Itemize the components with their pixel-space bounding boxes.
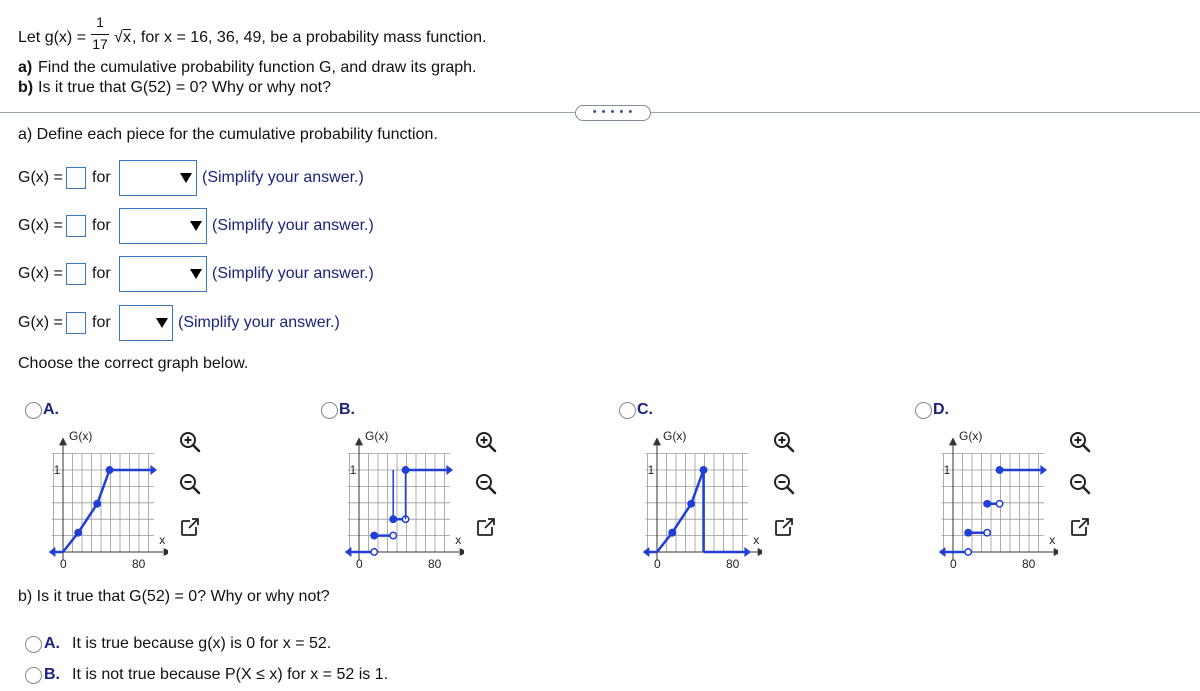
graph-option-a[interactable]	[18, 400, 218, 571]
popout-icon[interactable]	[772, 515, 796, 539]
cdf-graph-d	[908, 428, 1058, 583]
zoom-in-icon[interactable]	[178, 430, 202, 454]
row3-hint: (Simplify your answer.)	[212, 265, 374, 282]
svg-text:1: 1	[53, 463, 61, 477]
row4-value-input[interactable]	[66, 312, 86, 334]
zoom-out-icon[interactable]	[178, 472, 202, 496]
part-a-label: a)	[18, 59, 33, 76]
popout-icon[interactable]	[474, 515, 498, 539]
choose-graph-prompt: Choose the correct graph below.	[18, 355, 249, 372]
x-tick-0: 0	[950, 557, 957, 571]
part-b-label: b)	[18, 79, 34, 96]
zoom-out-icon[interactable]	[1068, 472, 1092, 496]
y-axis-label: G(x)	[959, 429, 983, 443]
row2-condition-select[interactable]	[119, 208, 207, 244]
x-axis-label: x	[455, 533, 462, 547]
popout-icon[interactable]	[178, 515, 202, 539]
dropdown-arrow-icon	[190, 221, 202, 231]
zoom-in-icon[interactable]	[474, 430, 498, 454]
graph-option-d-letter: D.	[933, 401, 949, 418]
row2-lhs: G(x) =	[18, 217, 63, 234]
cdf-graph-a	[18, 428, 168, 583]
row4-for: for	[92, 314, 111, 331]
sqrt-variable: x	[123, 29, 131, 46]
graph-option-c[interactable]	[612, 400, 812, 571]
graph-option-b[interactable]	[314, 400, 514, 571]
cdf-graph-b	[314, 428, 464, 583]
svg-text:1: 1	[349, 463, 357, 477]
graph-option-c-letter: C.	[637, 401, 653, 418]
zoom-out-icon[interactable]	[772, 472, 796, 496]
x-tick-80: 80	[1022, 557, 1036, 571]
graph-option-b-radio[interactable]	[321, 402, 338, 419]
option-b-a-text[interactable]: It is true because g(x) is 0 for x = 52.	[72, 635, 332, 652]
graph-option-d[interactable]	[908, 400, 1108, 571]
part-b-text: Is it true that G(52) = 0? Why or why not?	[38, 79, 332, 96]
fraction-denominator: 17	[92, 36, 108, 52]
row1-lhs: G(x) =	[18, 169, 63, 186]
row3-for: for	[92, 265, 111, 282]
svg-text:1: 1	[943, 463, 951, 477]
graph-option-a-radio[interactable]	[25, 402, 42, 419]
option-b-a-letter: A.	[44, 635, 60, 652]
let-prefix: Let g(x) =	[18, 29, 87, 46]
zoom-in-icon[interactable]	[772, 430, 796, 454]
row2-hint: (Simplify your answer.)	[212, 217, 374, 234]
row1-for: for	[92, 169, 111, 186]
row4-hint: (Simplify your answer.)	[178, 314, 340, 331]
graph-option-c-radio[interactable]	[619, 402, 636, 419]
y-axis-label: G(x)	[663, 429, 687, 443]
section-a-prompt: a) Define each piece for the cumulative probability function.	[18, 126, 438, 143]
cdf-graph-c	[612, 428, 762, 583]
y-axis-label: G(x)	[69, 429, 93, 443]
x-tick-0: 0	[654, 557, 661, 571]
dropdown-arrow-icon	[156, 318, 168, 328]
sqrt-icon: √	[114, 29, 123, 46]
x-axis-label: x	[753, 533, 760, 547]
zoom-in-icon[interactable]	[1068, 430, 1092, 454]
graph-option-b-letter: B.	[339, 401, 355, 418]
row3-value-input[interactable]	[66, 263, 86, 285]
fraction-bar	[91, 34, 109, 35]
row3-condition-select[interactable]	[119, 256, 207, 292]
x-tick-80: 80	[132, 557, 146, 571]
row1-value-input[interactable]	[66, 167, 86, 189]
expand-button[interactable]: • • • • •	[575, 105, 651, 121]
fraction-numerator: 1	[96, 14, 104, 30]
section-b-prompt: b) Is it true that G(52) = 0? Why or why not?	[18, 588, 330, 605]
option-b-b-text[interactable]: It is not true because P(X ≤ x) for x = 52 is 1.	[72, 666, 389, 683]
svg-text:1: 1	[647, 463, 655, 477]
problem-statement	[18, 8, 718, 98]
problem-rest: , for x = 16, 36, 49, be a probability mass function.	[132, 29, 487, 46]
x-tick-80: 80	[428, 557, 442, 571]
row1-condition-select[interactable]	[119, 160, 197, 196]
popout-icon[interactable]	[1068, 515, 1092, 539]
graph-option-a-letter: A.	[43, 401, 59, 418]
option-b-b-radio[interactable]	[25, 667, 42, 684]
row3-lhs: G(x) =	[18, 265, 63, 282]
row2-for: for	[92, 217, 111, 234]
zoom-out-icon[interactable]	[474, 472, 498, 496]
row1-hint: (Simplify your answer.)	[202, 169, 364, 186]
x-axis-label: x	[1049, 533, 1056, 547]
row4-lhs: G(x) =	[18, 314, 63, 331]
y-axis-label: G(x)	[365, 429, 389, 443]
x-tick-0: 0	[356, 557, 363, 571]
dropdown-arrow-icon	[190, 269, 202, 279]
graph-option-d-radio[interactable]	[915, 402, 932, 419]
row2-value-input[interactable]	[66, 215, 86, 237]
part-a-text: Find the cumulative probability function G, and draw its graph.	[38, 59, 477, 76]
x-tick-0: 0	[60, 557, 67, 571]
option-b-b-letter: B.	[44, 666, 60, 683]
row4-condition-select[interactable]	[119, 305, 173, 341]
x-axis-label: x	[159, 533, 166, 547]
option-b-a-radio[interactable]	[25, 636, 42, 653]
dropdown-arrow-icon	[180, 173, 192, 183]
x-tick-80: 80	[726, 557, 740, 571]
